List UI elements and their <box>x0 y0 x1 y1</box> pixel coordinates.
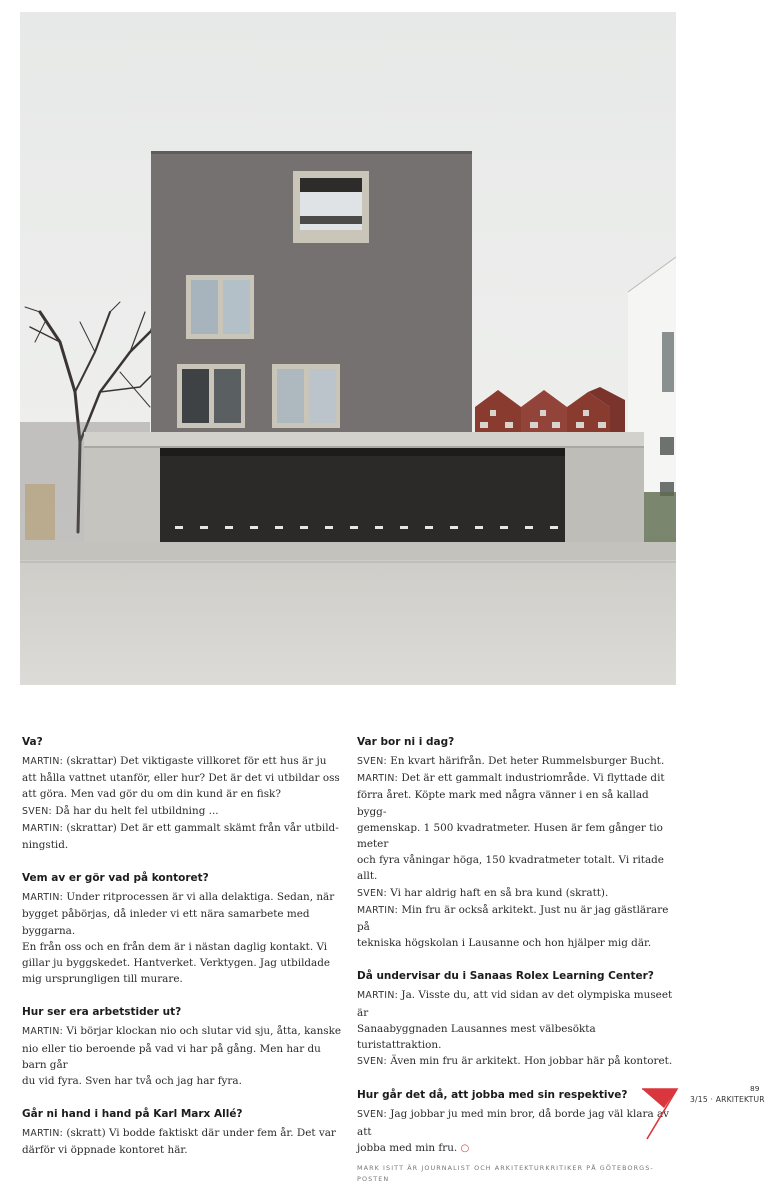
line-text: och fyra våningar höga, 150 kvadratmeter totalt. Vi ritade allt. <box>357 854 664 883</box>
interview-question: Var bor ni i dag? <box>357 736 455 748</box>
interview-line <box>357 753 679 770</box>
interview-line <box>22 971 344 987</box>
line-text: gillar ju byggskedet. Hantverket. Verktygen. Jag utbildade <box>22 957 331 970</box>
line-text: att göra. Men vad gör du om din kund är en fisk? <box>22 788 281 801</box>
line-text: Det är ett gammalt industriområde. Vi flyttade dit <box>398 772 665 785</box>
interview-line <box>357 852 679 884</box>
line-text: jobba med min fru. <box>357 1141 461 1154</box>
line-text: att hålla vattnet utanför, eller hur? Det är det vi utbildar oss <box>22 772 340 785</box>
interview-line <box>357 935 679 951</box>
speaker-label: MARTIN: <box>22 822 64 834</box>
interview-line <box>357 787 679 819</box>
line-text: Under ritprocessen är vi alla delaktiga. Sedan, när <box>63 891 335 904</box>
interview-line <box>22 889 344 906</box>
interview-line <box>22 906 344 938</box>
line-text: mig ursprungligen till murare. <box>22 973 183 986</box>
interview-line <box>22 837 344 853</box>
interview-line <box>357 820 679 852</box>
speaker-label: MARTIN: <box>357 990 399 1002</box>
building-photo <box>20 12 676 685</box>
interview-line <box>22 786 344 802</box>
interview-column-left <box>22 735 344 1177</box>
line-text: därför vi öppnade kontoret här. <box>22 1144 188 1157</box>
line-text: Jag jobbar ju med min bror, då borde jag väl klara av att <box>357 1108 670 1138</box>
page-number: 89 <box>750 1084 760 1093</box>
line-text: du vid fyra. Sven har två och jag har fyra. <box>22 1075 242 1088</box>
interview-column-right <box>357 735 679 1185</box>
interview-section <box>22 735 344 853</box>
line-text: En från oss och en från dem är i nästan daglig kontakt. Vi <box>22 940 328 953</box>
speaker-label: SVEN: <box>357 756 387 767</box>
speaker-label: SVEN: <box>22 805 52 817</box>
speaker-label: SVEN: <box>357 887 387 899</box>
interview-line <box>357 987 679 1020</box>
interview-line <box>357 1106 679 1139</box>
author-byline: MARK ISITT ÄR JOURNALIST OCH ARKITEKTURKRITIKER PÅ GÖTEBORGS-POSTEN <box>357 1164 654 1184</box>
line-text: (skrattar) Det är ett gammalt skämt från vår utbild- <box>63 821 339 834</box>
interview-question: Hur går det då, att jobba med sin respektive? <box>357 1089 628 1102</box>
interview-section <box>357 1088 679 1157</box>
line-text: Även min fru är arkitekt. Hon jobbar här på kontoret. <box>386 1055 673 1068</box>
line-text: nio eller tio beroende på vad vi har på gång. Men har du barn går <box>22 1042 321 1071</box>
interview-line <box>357 1021 679 1053</box>
speaker-label: MARTIN: <box>22 756 64 767</box>
interview-question: Då undervisar du i Sanaas Rolex Learning Center? <box>357 970 654 983</box>
interview-section <box>357 969 679 1070</box>
interview-question: Går ni hand i hand på Karl Marx Allé? <box>22 1108 243 1121</box>
line-text: En kvart härifrån. Det heter Rummelsburger Bucht. <box>386 755 665 767</box>
speaker-label: SVEN: <box>357 1109 387 1121</box>
interview-question: Va? <box>22 736 43 748</box>
line-text: förra året. Köpte mark med några vänner i en så kallad bygg- <box>357 789 649 818</box>
concrete-canopy <box>84 432 644 448</box>
interview-line <box>22 753 344 770</box>
line-text: Då har du helt fel utbildning ... <box>51 804 219 817</box>
line-text: gemenskap. 1 500 kvadratmeter. Husen är fem gånger tio meter <box>357 821 663 851</box>
interview-line <box>22 820 344 837</box>
speaker-label: MARTIN: <box>357 773 399 785</box>
line-text: Ja. Visste du, att vid sidan av det olympiska museet är <box>357 989 673 1019</box>
interview-line <box>22 1142 344 1158</box>
line-text: bygget påbörjas, då inleder vi ett nära samarbete med byggarna. <box>22 908 310 937</box>
interview-line <box>22 1073 344 1089</box>
speaker-label: MARTIN: <box>22 1128 64 1140</box>
interview-line <box>22 955 344 971</box>
line-text: Vi har aldrig haft en så bra kund (skratt). <box>386 886 609 899</box>
interview-line <box>22 1041 344 1073</box>
interview-line <box>22 1023 344 1040</box>
interview-line <box>22 939 344 955</box>
interview-line <box>357 885 679 902</box>
arkitektur-7-logo-icon <box>640 1086 686 1140</box>
speaker-label: SVEN: <box>357 1056 387 1068</box>
speaker-label: MARTIN: <box>357 904 399 916</box>
folio: 3/15 · ARKITEKTUR <box>690 1095 765 1104</box>
line-text: Vi börjar klockan nio och slutar vid sju, åtta, kanske <box>63 1025 342 1038</box>
interview-line <box>357 902 679 935</box>
line-text: tekniska högskolan i Lausanne och hon hjälper mig där. <box>357 937 652 950</box>
line-text: ningstid. <box>22 839 69 852</box>
speaker-label: MARTIN: <box>22 892 64 904</box>
end-mark-icon: ○ <box>460 1142 470 1154</box>
line-text: Sanaabyggnaden Lausannes mest välbesökta turistattraktion. <box>357 1022 596 1052</box>
line-text: (skratt) Vi bodde faktiskt där under fem år. Det var <box>63 1127 336 1140</box>
interview-section <box>22 871 344 987</box>
interview-section <box>357 735 679 951</box>
interview-line <box>357 1140 679 1157</box>
line-text: Min fru är också arkitekt. Just nu är jag gästlärare på <box>357 903 669 934</box>
interview-line <box>22 803 344 820</box>
interview-section <box>22 1005 344 1089</box>
interview-line <box>22 770 344 786</box>
interview-question: Vem av er gör vad på kontoret? <box>22 872 209 885</box>
line-text: (skrattar) Det viktigaste villkoret för ett hus är ju <box>63 755 327 767</box>
interview-question: Hur ser era arbetstider ut? <box>22 1006 182 1019</box>
interview-line <box>357 1053 679 1070</box>
interview-line <box>357 770 679 787</box>
speaker-label: MARTIN: <box>22 1026 64 1038</box>
interview-section <box>22 1107 344 1158</box>
